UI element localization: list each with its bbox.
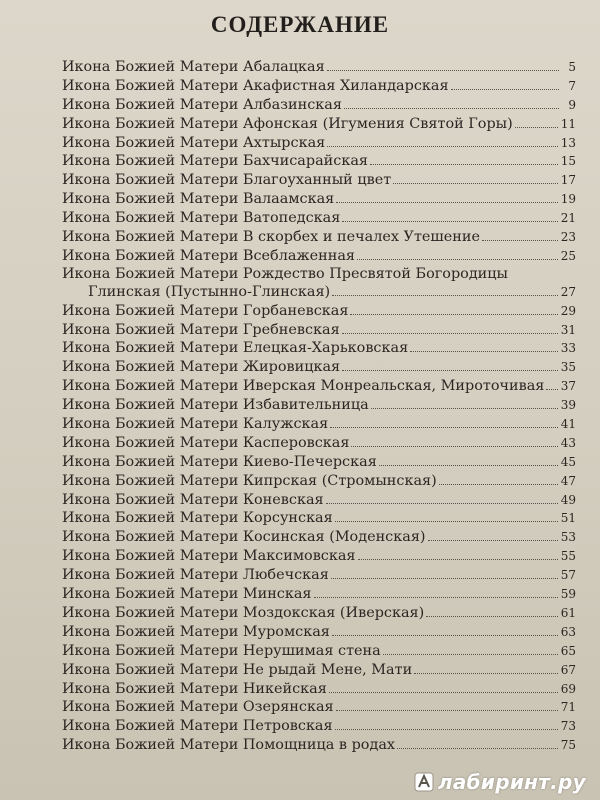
dot-leader [314, 597, 558, 598]
toc-entry-title: Икона Божией Матери Елецкая-Харьковская [62, 340, 409, 357]
toc-entry-title: Икона Божией Матери Минская [62, 586, 312, 603]
toc-entry-continuation [62, 283, 576, 302]
toc-entry-page: 45 [560, 454, 576, 469]
toc-entry-page: 39 [560, 398, 576, 413]
toc-entry-title: Икона Божией Матери Иверская Монреальская, Мироточивая [62, 378, 545, 395]
toc-entry-title: Икона Божией Матери В скорбех и печалех Утешение [62, 229, 481, 246]
toc-entry [62, 453, 576, 472]
toc-entry-page: 61 [560, 605, 576, 620]
dot-leader [329, 692, 558, 693]
toc-entry-title: Икона Божией Матери Петровская [62, 718, 333, 735]
toc-entry-page: 13 [560, 135, 576, 150]
dot-leader [330, 427, 558, 428]
toc-entry-page: 57 [560, 568, 576, 583]
toc-entry-title: Икона Божией Матери Помощница в родах [62, 737, 396, 754]
dot-leader [414, 673, 558, 674]
toc-entry-page: 9 [568, 97, 576, 112]
toc-entry [62, 266, 576, 283]
toc-entry-page: 5 [568, 60, 576, 74]
dot-leader [357, 259, 558, 260]
dot-leader [358, 559, 558, 560]
toc-entry-page: 27 [560, 284, 576, 299]
toc-entry [62, 566, 576, 585]
toc-entry-title: Икона Божией Матери Муромская [62, 623, 330, 640]
dot-leader [350, 314, 557, 315]
toc-entry-title: Икона Божией Матери Киево-Печерская [62, 453, 377, 470]
dot-leader [342, 221, 557, 222]
dot-leader [342, 333, 558, 334]
toc-entry-title: Икона Божией Матери Бахчисарайская [62, 153, 368, 170]
toc-entry-title: Икона Божией Матери Никейская [62, 680, 327, 697]
toc-entry [62, 698, 576, 717]
toc-entry-page: 29 [560, 303, 576, 318]
toc-entry-title: Икона Божией Матери Калужская [62, 416, 329, 433]
toc-entry [62, 115, 576, 134]
toc-entry-page: 65 [560, 643, 576, 658]
dot-leader [335, 521, 558, 522]
toc-entry-page: 7 [568, 78, 576, 93]
dot-leader [370, 164, 558, 165]
toc-entry-title: Икона Божией Матери Благоуханный цвет [62, 172, 392, 189]
dot-leader [451, 89, 559, 90]
toc-entry [62, 528, 576, 547]
toc-entry-page: 75 [560, 738, 576, 753]
toc-entry-title: Глинская (Пустынно-Глинская) [88, 283, 331, 300]
toc-entry-title: Икона Божией Матери Ватопедская [62, 210, 341, 227]
toc-entry-title: Икона Божией Матери Избавительница [62, 397, 369, 414]
toc-entry [62, 247, 576, 266]
toc-entry-title: Икона Божией Матери Албазинская [62, 96, 342, 113]
toc-entry [62, 171, 576, 190]
toc-entry-page: 49 [560, 492, 576, 507]
toc-entry-title: Икона Божией Матери Моздокская (Иверская) [62, 604, 425, 621]
toc-entry [62, 377, 576, 396]
toc-entry [62, 717, 576, 736]
dot-leader [342, 370, 558, 371]
dot-leader [326, 503, 558, 504]
toc-entry-page: 53 [560, 530, 576, 545]
dot-leader [379, 465, 558, 466]
toc-entry [62, 321, 576, 340]
toc-entry [62, 77, 576, 96]
toc-entry [62, 358, 576, 377]
toc-entry-page: 15 [560, 154, 576, 169]
toc-entry-title: Икона Божией Матери Ахтырская [62, 134, 326, 151]
dot-leader [397, 748, 558, 749]
dot-leader [335, 729, 558, 730]
dot-leader [327, 146, 557, 147]
toc-entry [62, 585, 576, 604]
dot-leader [383, 654, 558, 655]
toc-entry-page: 51 [560, 511, 576, 526]
toc-entry-page: 35 [560, 360, 576, 375]
toc-entry-page: 11 [560, 116, 576, 131]
toc-entry-title: Икона Божией Матери Афонская (Игумения Святой Горы) [62, 115, 513, 132]
toc-entry-title: Икона Божией Матери Всеблаженная [62, 247, 356, 264]
toc-entry-page: 19 [560, 192, 576, 207]
toc-entry-page: 25 [560, 248, 576, 263]
toc-entry-title: Икона Божией Матери Акафистная Хиландарская [62, 77, 449, 94]
toc-entry-title: Икона Божией Матери Корсунская [62, 510, 333, 527]
dot-leader [439, 484, 558, 485]
toc-entry [62, 623, 576, 642]
toc-entry-title: Икона Божией Матери Коневская [62, 491, 324, 508]
toc-entry-title: Икона Божией Матери Озерянская [62, 699, 334, 716]
watermark-text: лабиринт.ру [437, 770, 586, 794]
toc-entry [62, 434, 576, 453]
toc-entry-title: Икона Божией Матери Нерушимая стена [62, 642, 381, 659]
toc-entry-title: Икона Божией Матери Валаамская [62, 191, 335, 208]
toc-entry [62, 661, 576, 680]
toc-entry [62, 228, 576, 247]
toc-entry-page: 59 [560, 587, 576, 602]
toc-entry-page: 17 [560, 173, 576, 188]
dot-leader [344, 108, 559, 109]
toc-entry-page: 55 [560, 549, 576, 564]
dot-leader [336, 710, 558, 711]
toc-entry [62, 415, 576, 434]
toc-entry-page: 47 [560, 473, 576, 488]
labirint-watermark [414, 770, 586, 794]
toc-entry-page: 33 [560, 341, 576, 356]
toc-entry-title: Икона Божией Матери Горбаневская [62, 302, 349, 319]
toc-entry [62, 96, 576, 115]
toc-entry [62, 152, 576, 171]
toc-entry-page: 67 [560, 662, 576, 677]
toc-entry [62, 302, 576, 321]
toc-entry [62, 736, 576, 755]
toc-entry-page: 37 [560, 379, 576, 394]
toc-entry-page: 63 [560, 624, 576, 639]
toc-entry-title: Икона Божией Матери Не рыдай Мене, Мати [62, 661, 413, 678]
dot-leader [371, 408, 558, 409]
toc-entry-page: 31 [560, 322, 576, 337]
toc-entry [62, 642, 576, 661]
toc-entry-title: Икона Божией Матери Максимовская [62, 548, 356, 565]
dot-leader [515, 127, 558, 128]
dot-leader [546, 389, 557, 390]
toc-entry-title: Икона Божией Матери Жировицкая [62, 359, 341, 376]
toc-entry-page: 23 [560, 230, 576, 245]
dot-leader [327, 70, 559, 71]
dot-leader [482, 240, 558, 241]
toc-entry [62, 547, 576, 566]
toc-entry [62, 396, 576, 415]
toc-entry [62, 134, 576, 153]
toc-entry-title: Икона Божией Матери Косинская (Моденская) [62, 529, 426, 546]
toc-entry [62, 604, 576, 623]
dot-leader [410, 351, 558, 352]
dot-leader [332, 295, 558, 296]
toc-entry-page: 41 [560, 417, 576, 432]
dot-leader [351, 446, 557, 447]
toc-entry-page: 71 [560, 700, 576, 715]
page-title: СОДЕРЖАНИЕ [210, 12, 390, 37]
toc-entry-page: 73 [560, 719, 576, 734]
table-of-contents [62, 58, 576, 755]
toc-entry [62, 680, 576, 699]
toc-entry [62, 190, 576, 209]
dot-leader [336, 202, 557, 203]
toc-entry-title: Икона Божией Матери Любечская [62, 567, 329, 584]
toc-entry [62, 509, 576, 528]
toc-entry-title: Икона Божией Матери Кипрская (Стромынская) [62, 472, 437, 489]
toc-entry [62, 472, 576, 491]
toc-entry-title: Икона Божией Матери Касперовская [62, 434, 350, 451]
toc-entry [62, 58, 576, 77]
toc-entry-page: 21 [560, 211, 576, 226]
toc-entry-page: 69 [560, 681, 576, 696]
toc-entry-title: Икона Божией Матери Рождество Пресвятой Богородицы [62, 265, 508, 282]
dot-leader [426, 616, 557, 617]
dot-leader [331, 578, 558, 579]
toc-entry [62, 339, 576, 358]
toc-entry-title: Икона Божией Матери Гребневская [62, 321, 340, 338]
toc-entry-title: Икона Божией Матери Абалацкая [62, 59, 325, 75]
toc-entry [62, 491, 576, 510]
dot-leader [428, 540, 558, 541]
dot-leader [393, 183, 558, 184]
toc-entry [62, 209, 576, 228]
dot-leader [332, 635, 558, 636]
labirint-logo-icon [414, 772, 434, 792]
toc-entry-page: 43 [560, 435, 576, 450]
